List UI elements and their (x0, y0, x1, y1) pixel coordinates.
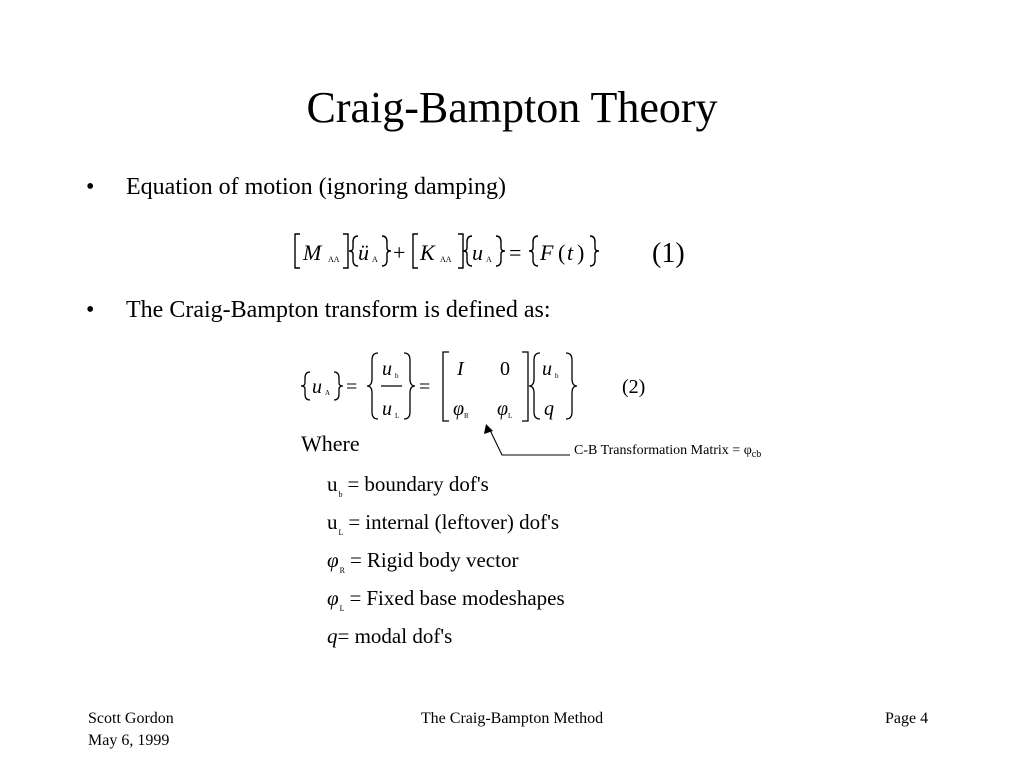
eq2-sub-L-2: L (508, 412, 513, 420)
eq2-sub-b-2: b (555, 372, 559, 380)
eq2-number: (2) (622, 376, 646, 398)
eq2-phiR: φ (453, 398, 465, 420)
footer-center: The Craig-Bampton Method (420, 710, 604, 727)
eq1-number: (1) (652, 238, 685, 269)
eq1-F: F (540, 240, 554, 265)
def-text: internal (leftover) dof's (365, 510, 560, 534)
definition-uL (327, 508, 559, 547)
def-text: Rigid body vector (366, 548, 519, 572)
eq2-equals: = (346, 376, 358, 398)
eq2-ub: u (382, 358, 392, 380)
eq1-rparen: ) (577, 240, 585, 265)
callout-text: C-B Transformation Matrix = (574, 443, 744, 458)
definition-phiR (327, 546, 518, 585)
eq1-equals: = (509, 240, 522, 265)
callout-phi: φ (743, 443, 752, 458)
eq1-K: K (420, 240, 435, 265)
def-symbol: u (327, 510, 338, 534)
footer-page-number: Page 4 (885, 710, 929, 727)
def-sub: b (338, 490, 343, 499)
def-text: Fixed base modeshapes (366, 586, 565, 610)
eq1-M: M (303, 240, 322, 265)
def-text: modal dof's (354, 624, 453, 648)
def-sub: L (339, 604, 345, 613)
eq1-u: u (472, 240, 483, 265)
eq1-plus: + (393, 240, 406, 265)
bracket-right (522, 352, 528, 421)
slide-title: Craig-Bampton Theory (306, 83, 718, 132)
bullet-text: Equation of motion (ignoring damping) (126, 174, 506, 200)
eq1-u-double-dot: ü (358, 240, 369, 265)
eq2-sub-L: L (395, 412, 400, 420)
eq2-sub-b: b (395, 372, 399, 380)
def-equals: = (348, 510, 361, 534)
eq1-sub-A: A (372, 255, 378, 264)
where-label: Where (301, 431, 360, 456)
eq2-ub-2: u (542, 358, 552, 380)
eq2-equals-2: = (419, 376, 431, 398)
def-equals: = (347, 472, 360, 496)
def-equals: = (349, 586, 362, 610)
eq1-t: t (567, 240, 574, 265)
def-text: boundary dof's (364, 472, 489, 496)
def-equals: = (349, 548, 362, 572)
bullet-text: The Craig-Bampton transform is defined as: (126, 297, 551, 323)
callout-sub: cb (751, 449, 762, 460)
eq2-zero: 0 (500, 358, 510, 380)
eq2-I: I (457, 358, 464, 380)
def-symbol: u (327, 472, 338, 496)
brace-right (334, 372, 343, 400)
eq2-phiL: φ (497, 398, 509, 420)
definition-phiL (327, 584, 565, 623)
eq1-sub-AA-2: AA (440, 255, 452, 264)
def-equals: = (337, 624, 350, 648)
def-sub: L (338, 528, 344, 537)
definition-ub (327, 470, 489, 509)
brace-right (566, 353, 577, 419)
brace-left (301, 372, 310, 400)
footer-author: Scott Gordon (88, 710, 174, 727)
definition-q (327, 622, 452, 650)
callout-arrow (484, 424, 570, 455)
def-symbol: q (327, 624, 338, 648)
footer-date: May 6, 1999 (88, 732, 170, 749)
eq1-lparen: ( (558, 240, 566, 265)
def-symbol: φ (327, 586, 339, 610)
bullet-symbol: • (86, 174, 95, 200)
eq1-sub-A-2: A (486, 255, 492, 264)
brace-left (529, 353, 540, 419)
eq2-sub-A: A (325, 389, 331, 397)
bullet-symbol: • (86, 297, 95, 323)
callout-label (574, 442, 761, 464)
eq2-sub-R: R (464, 412, 469, 420)
def-sub: R (339, 566, 345, 575)
eq1-sub-AA: AA (328, 255, 340, 264)
eq2-q: q (544, 398, 554, 420)
bracket-left (443, 352, 449, 421)
eq2-uL: u (382, 398, 392, 420)
def-symbol: φ (327, 548, 339, 572)
brace-right (404, 353, 415, 419)
eq2-u: u (312, 376, 322, 398)
brace-left (367, 353, 378, 419)
